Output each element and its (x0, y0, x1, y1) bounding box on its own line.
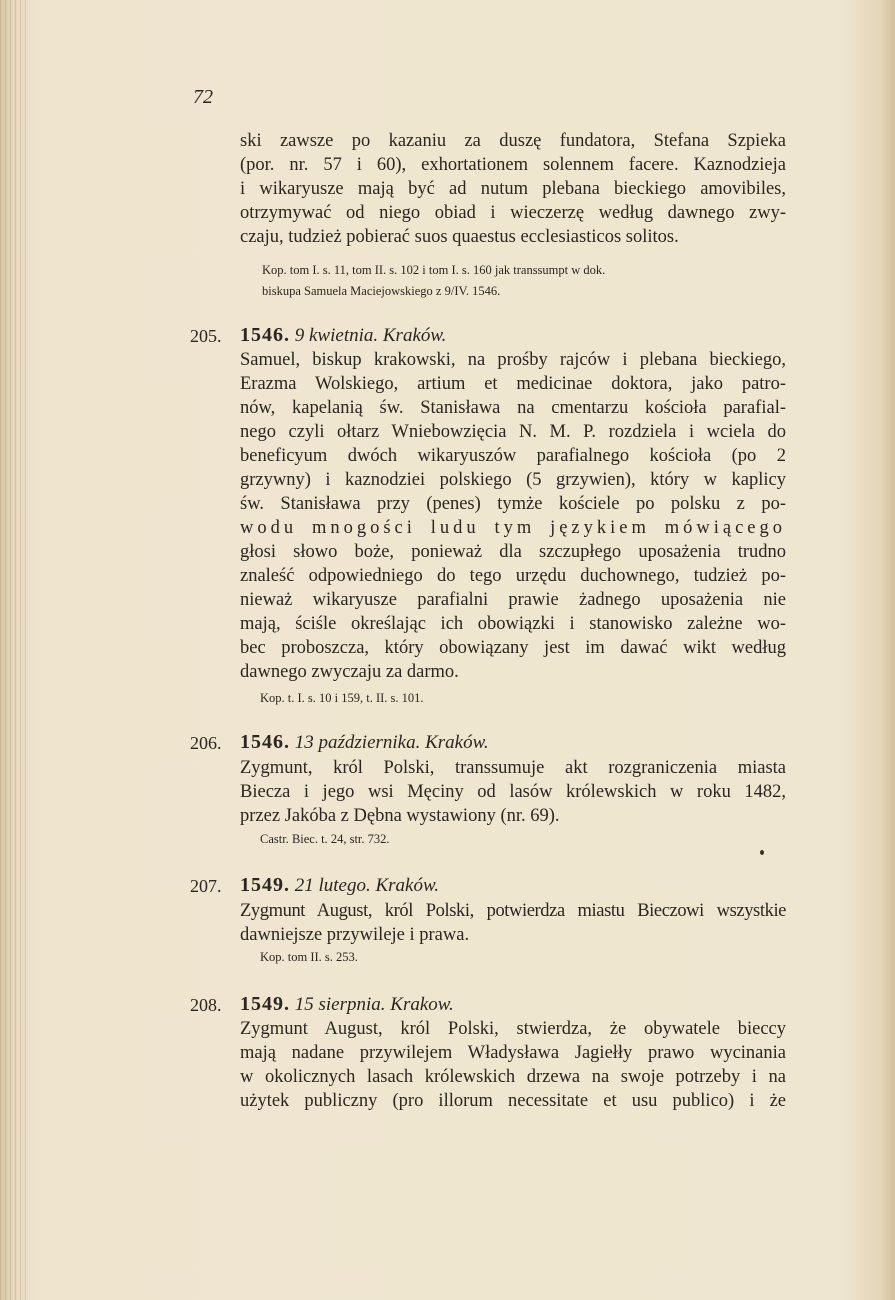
text-line: i wikaryusze mają być ad nutum plebana bieckiego amovibiles, (240, 179, 786, 199)
note-line: biskupa Samuela Maciejowskiego z 9/IV. 1546. (262, 284, 501, 298)
intro-paragraph (240, 129, 786, 249)
text-line: ski zawsze po kazaniu za duszę fundatora, Stefana Szpieka (240, 131, 786, 151)
page-number: 72 (193, 86, 213, 108)
entry-number: 205. (190, 326, 222, 346)
text-line: Zygmunt August, król Polski, potwierdza miastu Bieczowi wszystkie (240, 901, 786, 921)
text-line: głosi słowo boże, ponieważ dla szczupłego uposażenia trudno (240, 542, 786, 562)
binding-edge (0, 0, 26, 1300)
note-line: Castr. Biec. t. 24, str. 732. (260, 832, 390, 846)
entry-source-note (260, 947, 806, 968)
entry-year: 1546. (240, 324, 290, 346)
entry-source-note (260, 688, 806, 709)
text-line: nego czyli ołtarz Wniebowzięcia N. M. P. rozdziela i wciela do (240, 422, 786, 442)
text-line: dawniejsze przywileje i prawa. (240, 925, 470, 945)
entry-number: 208. (190, 995, 222, 1015)
text-line: mają nadane przywilejem Władysława Jagiełły prawo wycinania (240, 1043, 786, 1063)
entry-year: 1549. (240, 874, 290, 896)
entry-year: 1546. (240, 731, 290, 753)
note-line: Kop. t. I. s. 10 i 159, t. II. s. 101. (260, 691, 424, 705)
text-line: Zygmunt, król Polski, transsumuje akt rozgraniczenia miasta (240, 758, 786, 778)
text-line: otrzymywać od niego obiad i wieczerzę według dawnego zwy- (240, 203, 786, 223)
note-line: Kop. tom II. s. 253. (260, 950, 358, 964)
text-line: nieważ wikaryusze parafialni prawie żadnego uposażenia nie (240, 590, 786, 610)
text-line: (por. nr. 57 i 60), exhortationem solennem facere. Kaznodzieja (240, 155, 786, 175)
text-line: nów, kapelanią św. Stanisława na cmentarzu kościoła parafial- (240, 398, 786, 418)
text-line: w okolicznych lasach królewskich drzewa na swoje potrzeby i na (240, 1067, 786, 1087)
ink-spot (760, 850, 764, 855)
entry-source-note (260, 829, 806, 850)
entry-body (240, 756, 786, 828)
entry-date-place: 15 sierpnia. Krakow. (294, 994, 454, 1015)
entry-number: 207. (190, 876, 222, 896)
entry-heading (240, 731, 489, 754)
entry-number: 206. (190, 733, 222, 753)
text-line: użytek publiczny (pro illorum necessitate et usu publico) i że (240, 1091, 786, 1111)
text-line: grzywny) i kaznodziei polskiego (5 grzywien), który w kaplicy (240, 470, 786, 490)
entry-date-place: 21 lutego. Kraków. (294, 875, 440, 896)
entry-heading (240, 324, 446, 347)
text-line: dawnego zwyczaju za darmo. (240, 662, 459, 682)
text-line: wodu mnogości ludu tym językiem mówiącego (240, 518, 786, 538)
entry-date-place: 9 kwietnia. Kraków. (294, 325, 447, 346)
entry-body (240, 348, 786, 684)
text-line: znaleść odpowiedniego do tego urzędu duchownego, tudzież po- (240, 566, 786, 586)
text-line: przez Jakóba z Dębna wystawiony (nr. 69). (240, 806, 560, 826)
text-line: Erazma Wolskiego, artium et medicinae doktora, jako patro- (240, 374, 786, 394)
text-line: bec proboszcza, który obowiązany jest im dawać wikt według (240, 638, 786, 658)
text-line: czaju, tudzież pobierać suos quaestus ecclesiasticos solitos. (240, 227, 679, 247)
note-line: Kop. tom I. s. 11, tom II. s. 102 i tom I. s. 160 jak transsumpt w dok. (262, 263, 606, 277)
entry-date-place: 13 października. Kraków. (294, 732, 489, 753)
entry-year: 1549. (240, 993, 290, 1015)
text-line: Biecza i jego wsi Męciny od lasów królewskich w roku 1482, (240, 782, 786, 802)
entry-body (240, 1017, 786, 1113)
text-line: beneficyum dwóch wikaryuszów parafialnego kościoła (po 2 (240, 446, 786, 466)
text-line: Zygmunt August, król Polski, stwierdza, że obywatele bieccy (240, 1019, 786, 1039)
entry-heading (240, 874, 439, 897)
intro-source-note (262, 260, 782, 302)
text-line: mają, ściśle określając ich obowiązki i stanowisko zależne wo- (240, 614, 786, 634)
entry-heading (240, 993, 454, 1016)
entry-body (240, 899, 786, 947)
text-line: Samuel, biskup krakowski, na prośby rajców i plebana bieckiego, (240, 350, 786, 370)
text-line: św. Stanisława przy (penes) tymże kościele po polsku z po- (240, 494, 786, 514)
